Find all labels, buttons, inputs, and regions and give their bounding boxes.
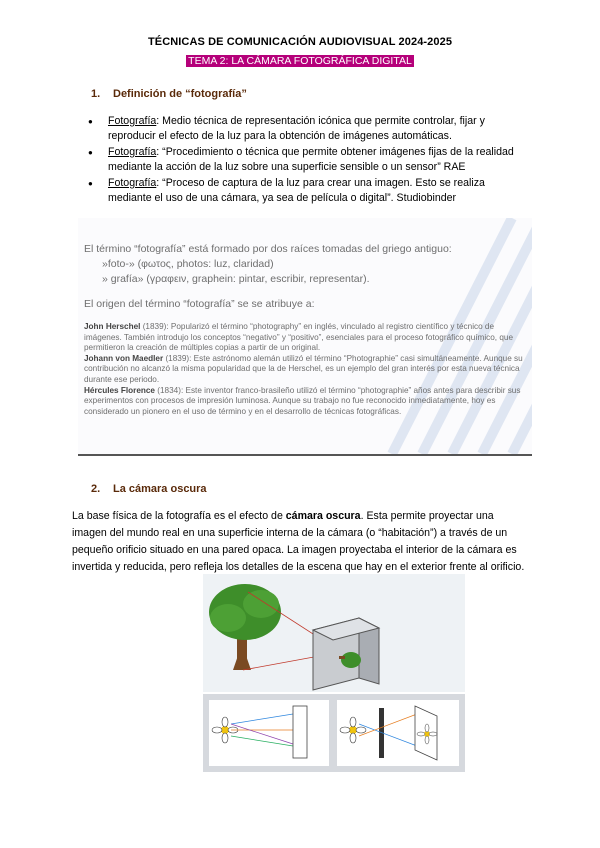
document-subtitle: TEMA 2: LA CÁMARA FOTOGRÁFICA DIGITAL: [188, 55, 412, 67]
note-root-foto: »foto-» (φωτος, photos: luz, claridad): [102, 258, 274, 270]
paragraph-text-a: La base física de la fotografía es el efecto de: [72, 510, 286, 522]
person-name: John Herschel: [84, 322, 141, 331]
section1-number: 1.: [91, 88, 101, 100]
definitions-list: [88, 114, 528, 207]
note-person: [84, 386, 524, 418]
section1-heading: [91, 88, 247, 100]
paragraph-bold: cámara oscura: [285, 510, 361, 522]
list-item: [88, 145, 528, 175]
person-name: Johann von Maedler: [84, 353, 164, 363]
person-text: (1834): Este inventor franco-brasileño utilizó el término “photographie” años antes para describir sus experimentos con procesos de impresión luminosa. Aunque su trabajo no fue reconocido inmediatamente, hoy es considerado un pionero en el uso de término y en el desarrollo de técnicas fotográficas.: [84, 385, 521, 416]
document-subtitle-wrap: [0, 51, 600, 69]
section1-heading-text: Definición de “fotografía”: [113, 88, 247, 100]
projected-tree: [341, 652, 361, 668]
camera-obscura-illustration: [203, 574, 465, 772]
definition-term: Fotografía: [108, 115, 157, 127]
section2-heading-text: La cámara oscura: [113, 483, 207, 495]
list-item: [88, 176, 528, 206]
document-title: TÉCNICAS DE COMUNICACIÓN AUDIOVISUAL 2024-2025: [147, 36, 453, 48]
list-item: [88, 114, 528, 144]
camera-obscura-paragraph: [72, 508, 528, 576]
definition-term: Fotografía: [108, 146, 157, 158]
person-text: (1839): Este astrónomo alemán utilizó el término “Photographie” casi simultáneamente. Aunque su contribución no alcanzó la misma popularidad que la de Herschel, es un ejemplo del gran interés por esta nueva técnica durante ese periodo.: [84, 353, 523, 384]
note-intro: El término “fotografía” está formado por dos raíces tomadas del griego antiguo:: [84, 243, 452, 255]
definition-text: : “Proceso de captura de la luz para crear una imagen. Esto se realiza mediante el uso de una cámara, ya sea de película o digital”. Studiobinder: [108, 177, 485, 204]
definition-term: Fotografía: [108, 177, 157, 189]
person-text: (1839): Popularizó el término “photography” en inglés, vinculado al registro científico y técnico de imágenes. También introdujo los conceptos “negativo” y “positivo”, esenciales para el proceso fotográfico químico, que permitieron la creación de múltiples copias a partir de un original.: [84, 322, 514, 353]
note-origin: El origen del término “fotografía” se se atribuye a:: [84, 298, 315, 310]
etymology-note-image: [78, 218, 532, 456]
definition-text: : Medio técnica de representación icónica que permite controlar, fijar y reproducir el efecto de la luz para la obtención de imágenes automáticas.: [108, 115, 485, 142]
section2-number: 2.: [91, 483, 101, 495]
paragraph-text-b: . Esta permite proyectar una imagen del mundo real en una superficie interna de la cámara (o “habitación”) a través de un pequeño orificio situado en una pared opaca. La imagen proyectaba el interior de la cámara es invertida y reducida, pero refleja los detalles de la escena que hay en el exterior frente al orificio.: [72, 510, 525, 573]
person-name: Hércules Florence: [84, 385, 155, 395]
note-person: [84, 354, 524, 386]
note-root-grafia: » grafía» (γραφειν, graphein: pintar, escribir, representar).: [102, 273, 370, 285]
definition-text: : “Procedimiento o técnica que permite obtener imágenes fijas de la realidad mediante la acción de la luz sobre una superficie sensible o un sensor” RAE: [108, 146, 514, 173]
note-person: [84, 322, 524, 354]
section2-heading: [91, 483, 207, 495]
